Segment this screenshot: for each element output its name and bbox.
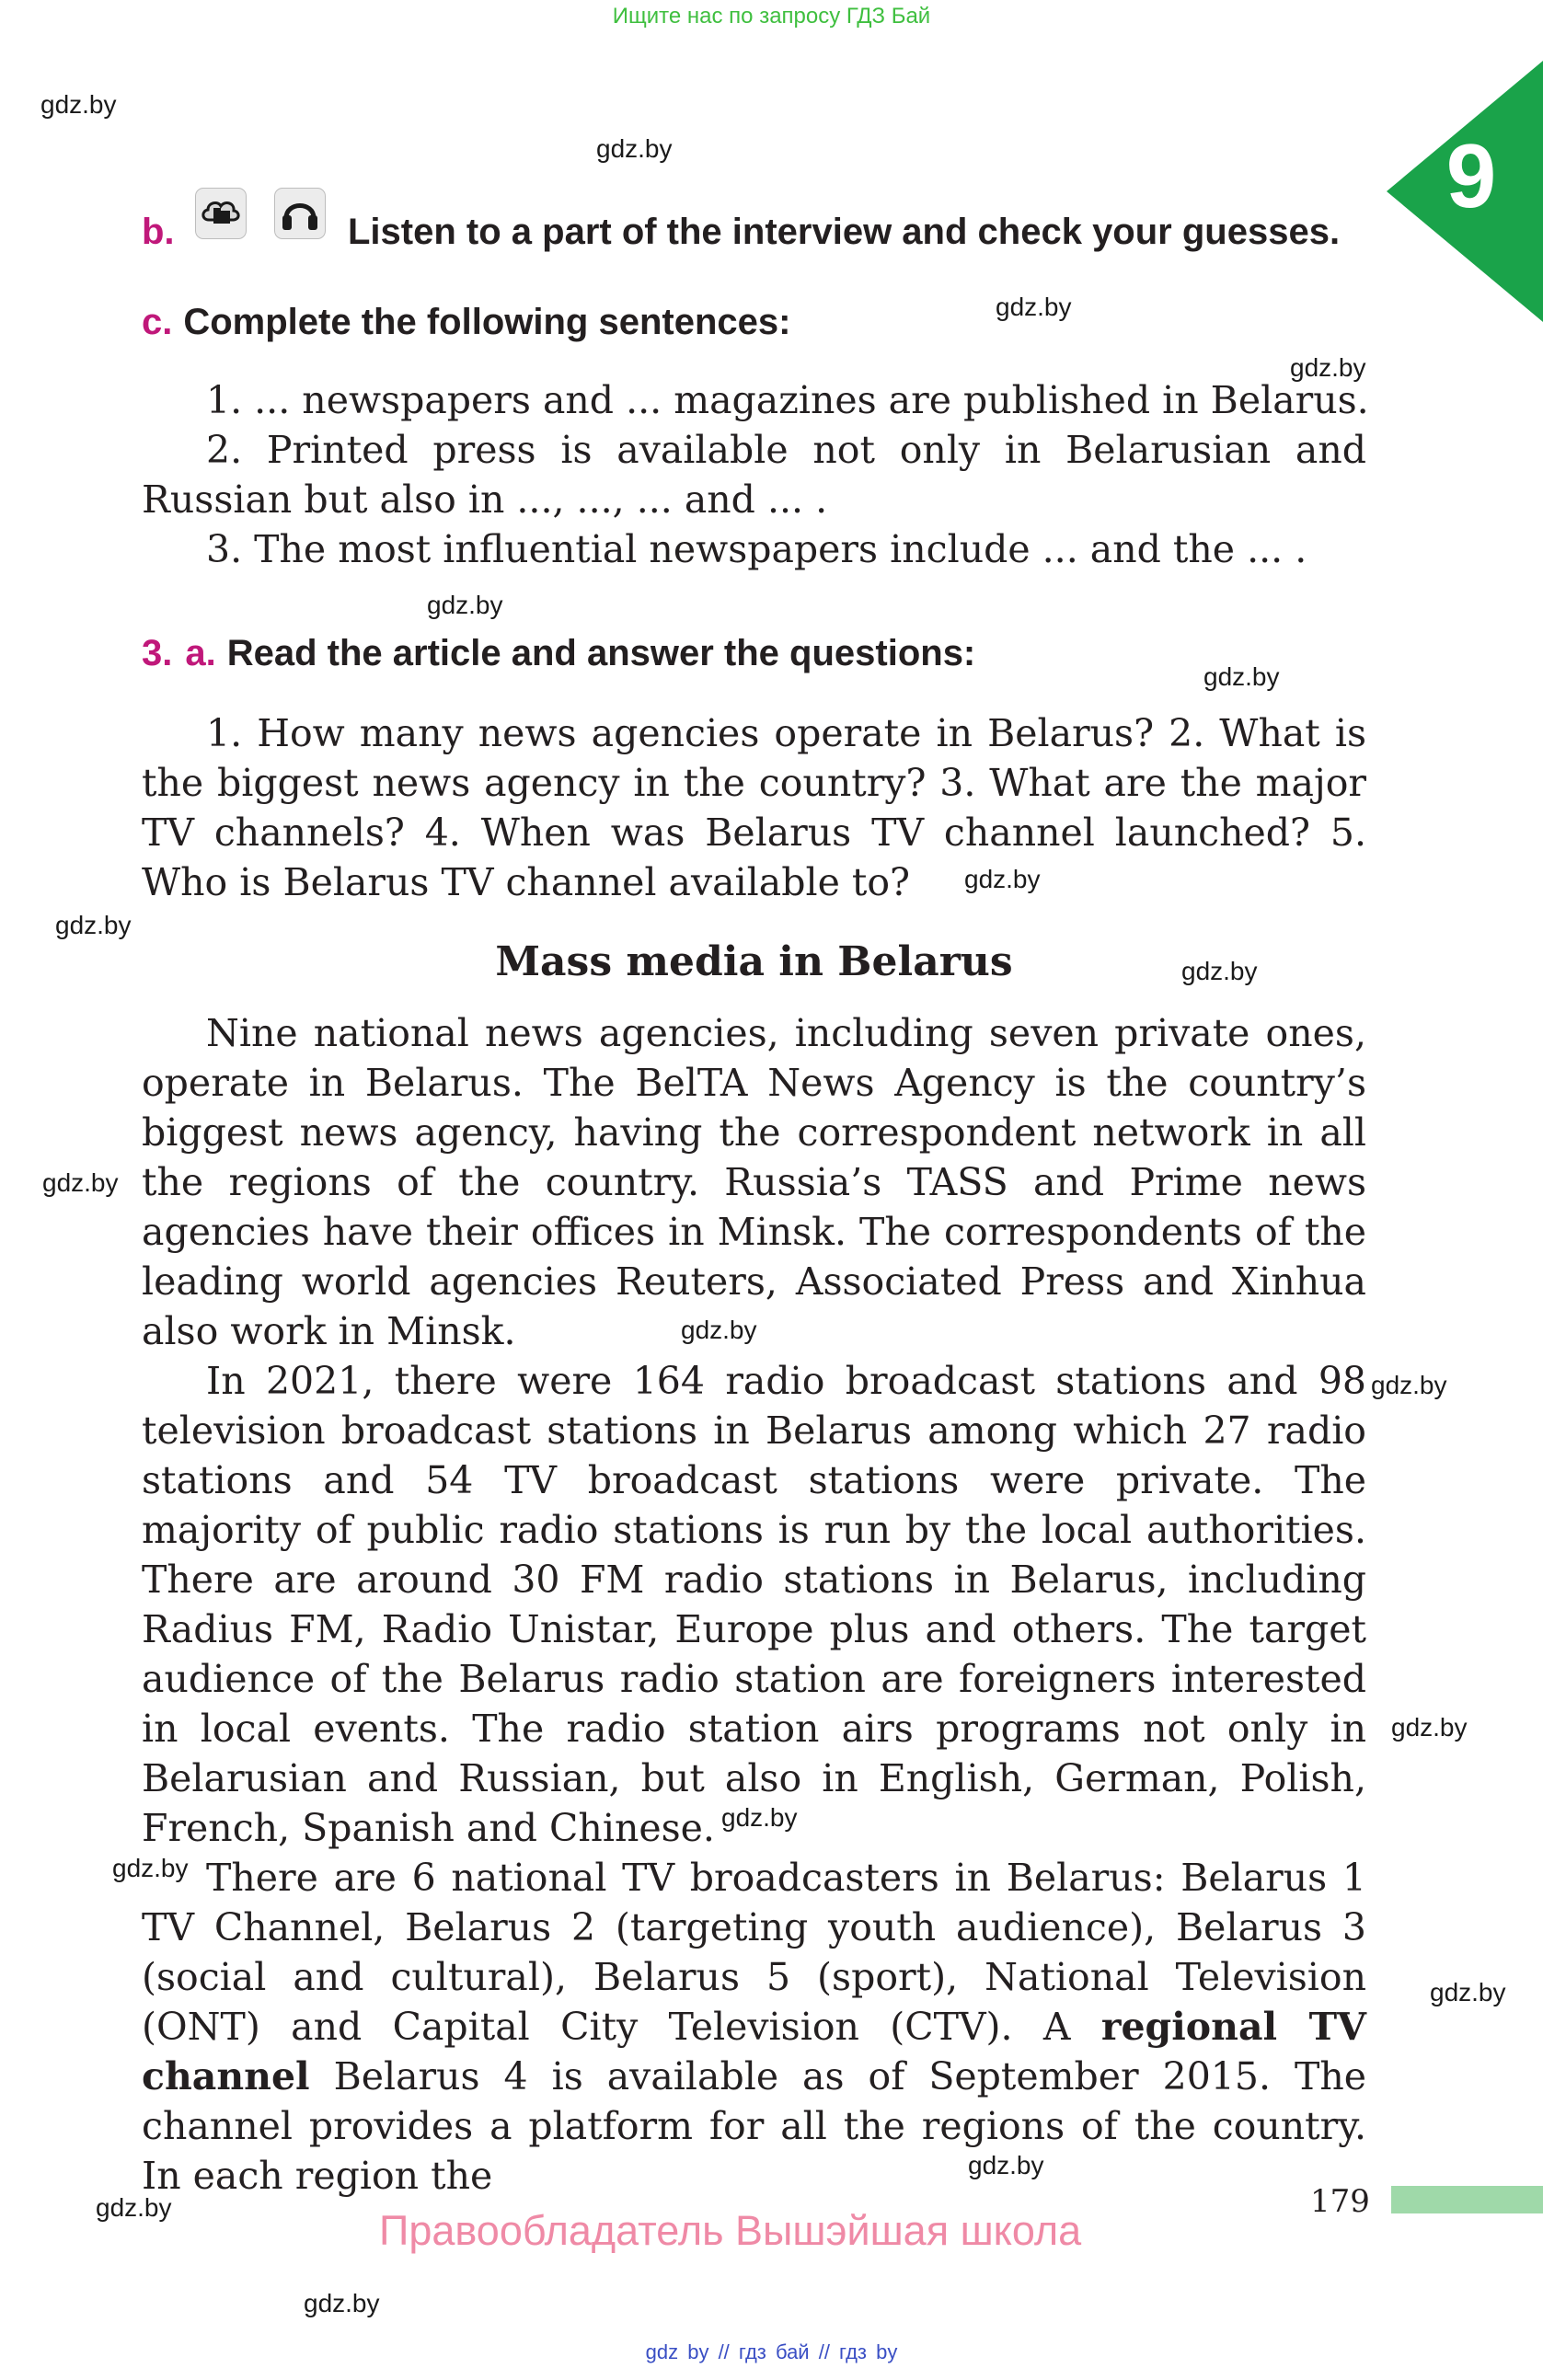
watermark: gdz.by [304,2289,380,2317]
task-letter: c. [142,302,173,342]
article-paragraph [142,1853,1366,2201]
task-b-letter [142,213,186,250]
watermark: gdz.by [112,1854,189,1882]
task-b-text: Listen to a part of the interview and check your guesses. [348,212,1341,252]
task-number: 3. [142,633,173,673]
sentence-item: 1. ... newspapers and ... magazines are published in Belarus. [206,378,1369,422]
article-body [142,1008,1366,2201]
watermark: gdz.by [1181,957,1258,985]
task-c-text: Complete the following sentences: [183,302,791,342]
task-c-heading [142,304,790,340]
watermark: gdz.by [996,293,1072,321]
task-3a-questions-block [142,708,1366,907]
headphones-icon [274,188,326,239]
questions-text: 1. How many news agencies operate in Belarus? 2. What is the biggest news agency in the country? 3. What are the major TV channels? 4. When was Belarus TV channel launched? 5. Who is Belarus TV channel available to? [142,711,1366,904]
article-paragraph: In 2021, there were 164 radio broadcast stations and 98 television broadcast stations in Belarus among which 27 radio stations and 54 TV broadcast stations were private. The majority of public radio stations is run by the local authorities. There are around 30 FM radio stations in Belarus, including Radius FM, Radio Unistar, Europe plus and others. The target audience of the Belarus radio station are foreigners interested in local events. The radio station airs programs not only in Belarusian and Russian, but also in English, German, Polish, French, Spanish and Chinese. [142,1359,1366,1850]
bottom-banner[interactable]: gdz by // гдз бай // гдз by [645,2340,898,2363]
watermark: gdz.by [1371,1371,1447,1399]
watermark: gdz.by [42,1168,119,1197]
watermark: gdz.by [964,865,1041,893]
chapter-number: 9 [1445,125,1497,226]
watermark: gdz.by [1290,353,1366,382]
bold-term: regional TV channel [142,2005,1366,2098]
cloud-folder-icon [195,188,247,239]
watermark: gdz.by [96,2193,172,2222]
page-number: 179 [1310,2183,1370,2220]
task-3a-heading [142,635,975,672]
sentence-item: 2. Printed press is available not only in Belarusian and Russian but also in ..., ..., ... and ... . [142,428,1366,522]
article-paragraph: Nine national news agencies, including seven private ones, operate in Belarus. The BelTA News Agency is the country’s biggest news agency, having the correspondent network in all the regions of the country. Russia’s TASS and Prime news agencies have their offices in Minsk. The correspondents of the leading world agencies Reuters, Associated Press and Xinhua also work in Minsk. [142,1011,1366,1353]
watermark: gdz.by [1391,1713,1468,1742]
watermark: gdz.by [1203,662,1280,691]
watermark: gdz.by [968,2151,1044,2179]
watermark: gdz.by [596,134,673,163]
sentence-item: 3. The most influential newspapers include ... and the ... . [206,527,1307,571]
watermark: gdz.by [55,911,132,939]
watermark: gdz.by [40,90,117,119]
watermark: gdz.by [721,1803,798,1832]
footer-green-bar [1391,2186,1543,2213]
paragraph-text: There are 6 national TV broadcasters in Belarus: Belarus 1 TV Channel, Belarus 2 (targeting youth audience), Belarus 3 (social and cultural), Belarus 5 (sport), National Television (ONT) and Capital City Television (CTV). A [142,1856,1366,2049]
copyright-notice: Правообладатель Вышэйшая школа [379,2207,1082,2254]
task-3a-text: Read the article and answer the questions: [226,633,976,673]
watermark: gdz.by [427,591,503,619]
task-c-sentences [142,375,1369,574]
watermark: gdz.by [1430,1978,1506,2006]
top-banner[interactable]: Ищите нас по запросу ГДЗ Бай [612,4,931,29]
task-letter: a. [185,633,216,673]
task-letter: b. [142,212,175,252]
article-title: Mass media in Belarus [495,938,1013,985]
watermark: gdz.by [681,1316,757,1344]
paragraph-text: Belarus 4 is available as of September 2015. The channel provides a platform for all the regions of the country. In each region the [142,2054,1366,2198]
